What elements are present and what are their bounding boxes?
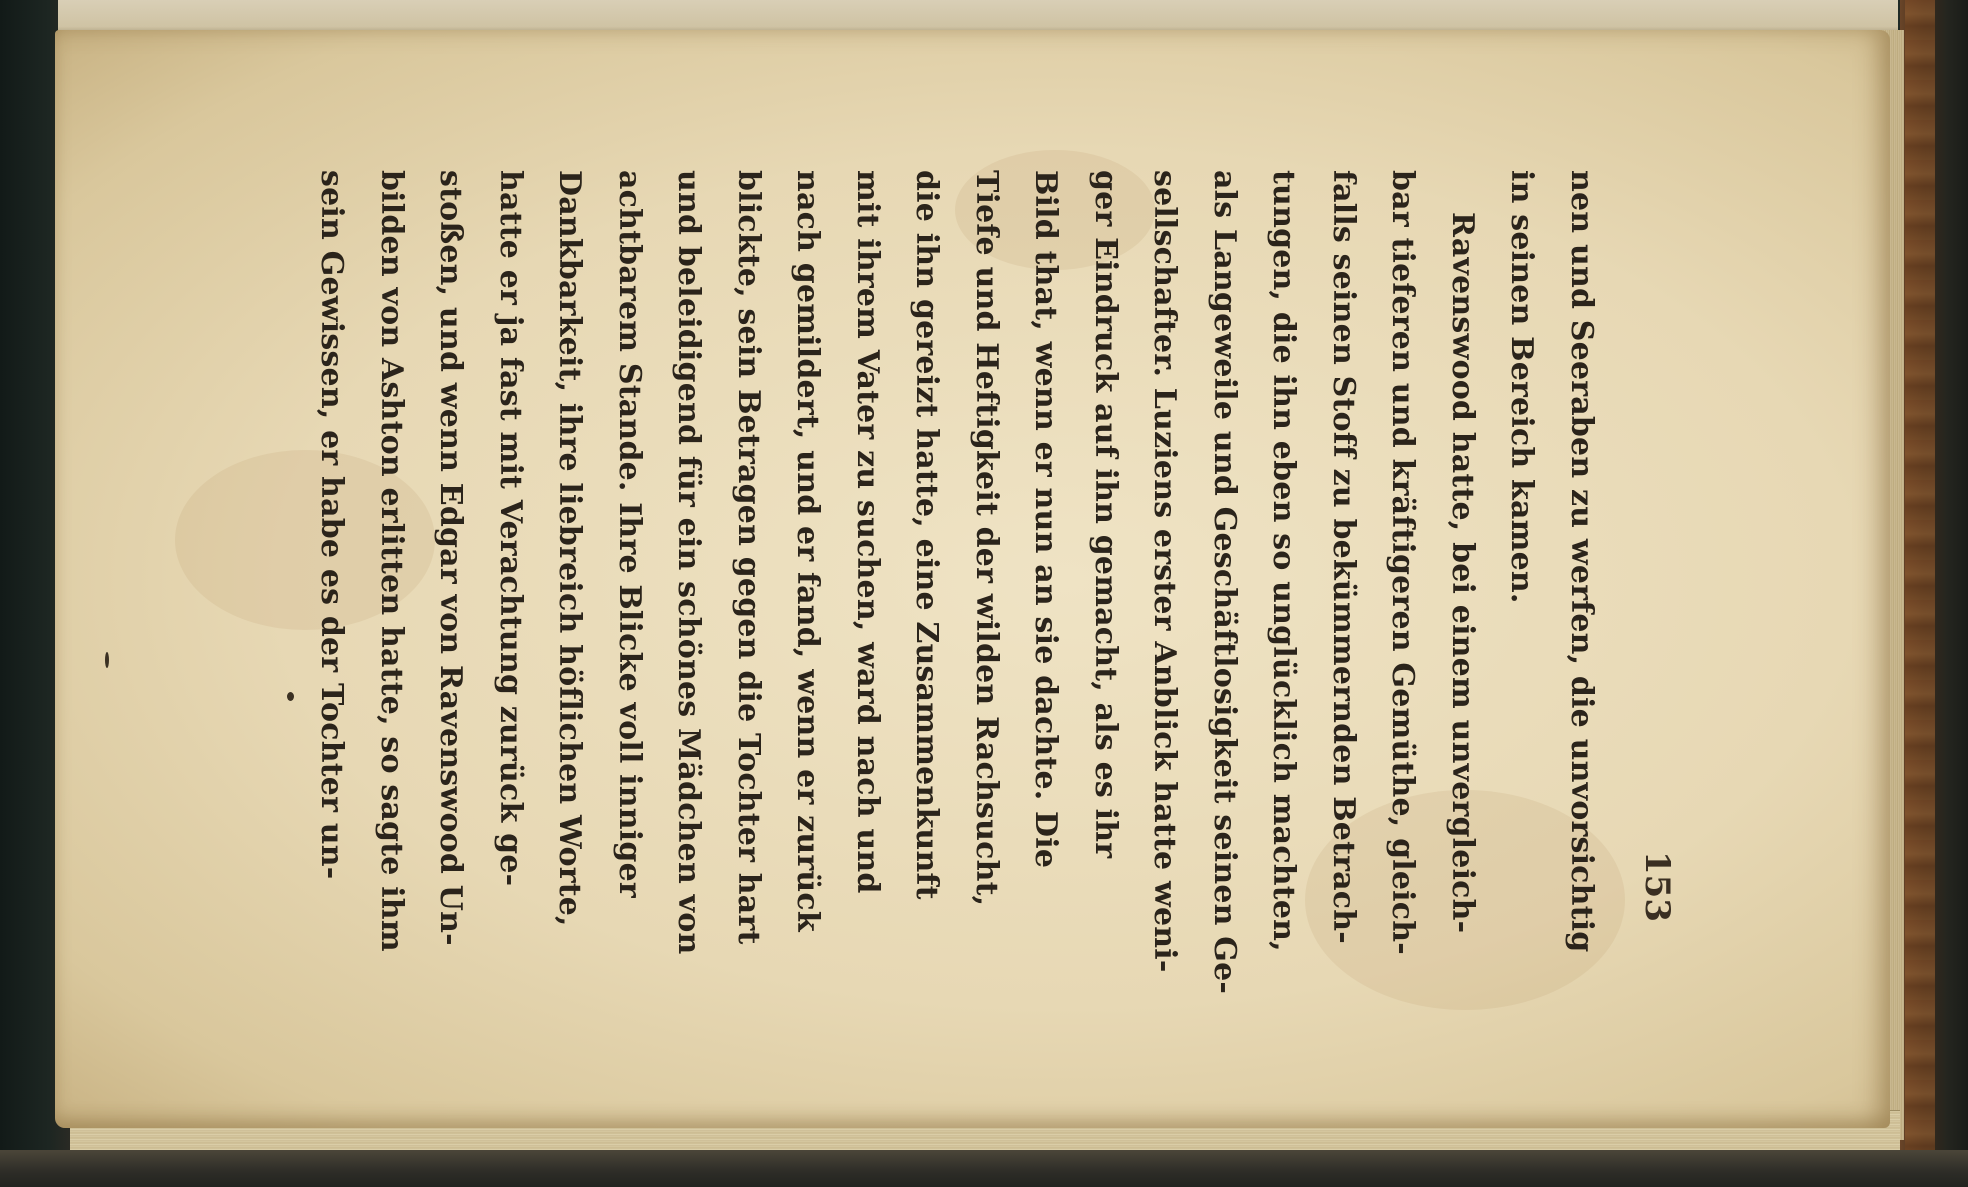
text-line: falls seinen Stoff zu bekümmernden Betrach- xyxy=(1326,170,1361,944)
text-line: Ravenswood hatte, bei einem unvergleich- xyxy=(1445,212,1480,934)
ink-speck xyxy=(105,652,109,668)
text-line: achtbarem Stande. Ihre Blicke voll inniger xyxy=(612,170,647,898)
ink-speck xyxy=(287,692,294,701)
text-block xyxy=(314,170,1683,995)
page-number: 153 xyxy=(1637,851,1677,922)
text-line: bar tieferen und kräftigeren Gemüthe, gleich- xyxy=(1385,170,1421,955)
text-line: als Langeweile und Geschäftlosigkeit seinen Ge- xyxy=(1207,170,1242,995)
text-line: blickte, sein Betragen gegen die Tochter hart xyxy=(731,170,766,945)
text-line: nen und Seeraben zu werfen, die unvorsichtig xyxy=(1564,170,1599,953)
text-line: ger Eindruck auf ihn gemacht, als es ihr xyxy=(1088,170,1123,859)
text-line: Tiefe und Heftigkeit der wilden Rachsucht, xyxy=(969,170,1004,907)
spine-leather-binding xyxy=(1905,0,1935,1187)
book-cover-bottom xyxy=(0,1150,1968,1187)
text-line: Dankbarkeit, ihre liebreich höflichen Worte, xyxy=(552,170,588,927)
text-line: sein Gewissen, er habe es der Tochter un- xyxy=(314,170,350,880)
rotated-text-frame xyxy=(314,170,1683,995)
text-line: mit ihrem Vater zu suchen, ward nach und xyxy=(850,170,885,894)
text-line: stoßen, und wenn Edgar von Ravenswood Un- xyxy=(433,170,469,946)
text-line: bilden von Ashton erlitten hatte, so sagte ihm xyxy=(374,170,409,952)
text-line: nach gemildert, und er fand, wenn er zurück xyxy=(790,170,826,932)
text-line: tungen, die ihn eben so unglücklich machten, xyxy=(1266,170,1302,952)
text-line: und beleidigend für ein schönes Mädchen von xyxy=(671,170,707,955)
text-line: hatte er ja fast mit Verachtung zurück ge- xyxy=(493,170,528,887)
text-lines xyxy=(302,170,1611,995)
text-line: die ihn gereizt hatte, eine Zusammenkunft xyxy=(909,170,945,900)
text-line: in seinen Bereich kamen. xyxy=(1504,170,1540,604)
text-line: Bild that, wenn er nun an sie dachte. Die xyxy=(1028,170,1064,869)
text-line: sellschafter. Luziens erster Anblick hatte weni- xyxy=(1147,170,1183,973)
